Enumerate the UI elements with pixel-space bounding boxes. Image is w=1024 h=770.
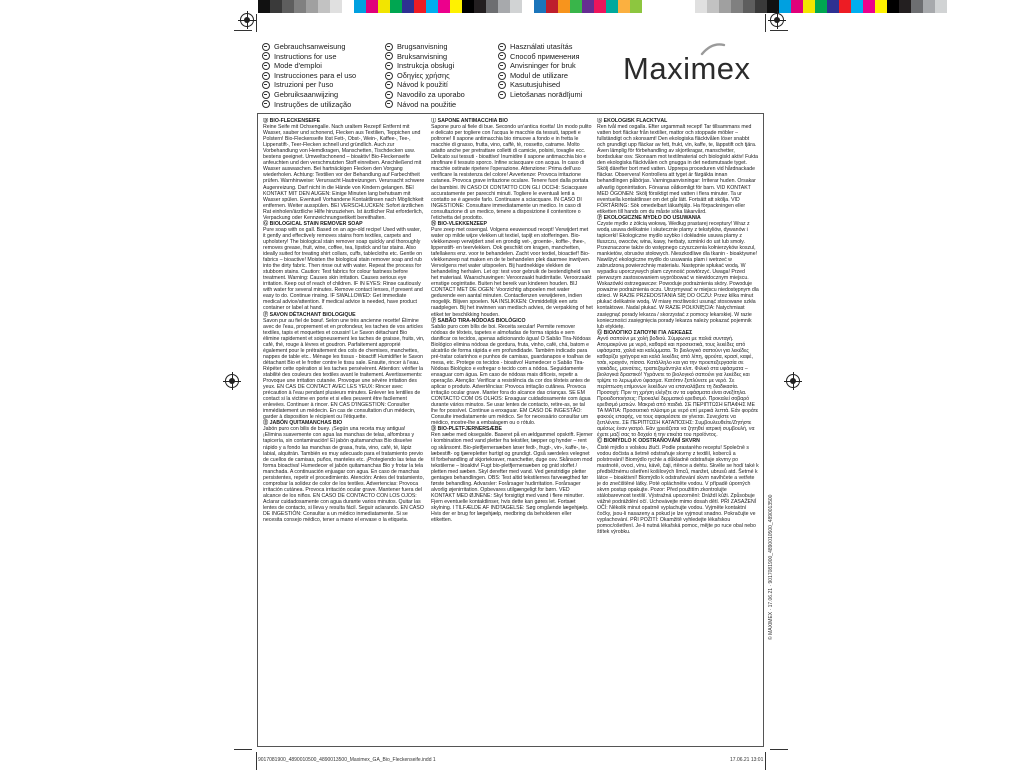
language-bullet-icon	[498, 52, 506, 60]
language-item	[498, 71, 582, 81]
color-swatch	[630, 0, 642, 13]
crop-mark-top-left-h	[234, 30, 252, 31]
color-swatch	[510, 0, 522, 13]
language-bullet-icon	[262, 72, 270, 80]
text-column-2	[431, 118, 593, 742]
file-slug: 9017081900_4890010500_4890013500_Maximex_GA_Bio_Fleckenseife.indd 1	[258, 757, 436, 763]
language-bullet-icon	[498, 91, 506, 99]
color-swatch	[534, 0, 546, 13]
registration-mark-top-left-icon	[240, 13, 254, 27]
language-bullet-icon	[385, 100, 393, 108]
language-item	[385, 42, 465, 52]
language-item	[385, 90, 465, 100]
color-swatch	[258, 0, 270, 13]
color-swatch	[887, 0, 899, 13]
language-label: Instructions for use	[274, 51, 337, 61]
color-swatch	[498, 0, 510, 13]
language-label: Gebruiksaanwijzing	[274, 89, 339, 99]
language-item	[262, 90, 356, 100]
color-swatch	[270, 0, 282, 13]
language-item	[385, 100, 465, 110]
registration-mark-right-icon	[786, 374, 800, 388]
language-bullet-icon	[498, 43, 506, 51]
language-bullet-icon	[498, 72, 506, 80]
color-swatch	[330, 0, 342, 13]
color-swatch	[402, 0, 414, 13]
language-label: Lietošanas norādījumi	[510, 89, 583, 99]
instruction-section	[263, 221, 425, 312]
language-item	[498, 90, 582, 100]
color-calibration-strip-right	[683, 0, 947, 13]
section-title: Ⓓ BIO-FLECKENSEIFE	[263, 118, 321, 124]
text-column-3	[597, 118, 759, 742]
crop-mark-bottom-right-h	[770, 749, 788, 750]
language-label: Способ применения	[510, 51, 580, 61]
color-swatch	[546, 0, 558, 13]
registration-mark-left-icon	[225, 374, 239, 388]
instruction-section	[597, 330, 759, 439]
color-swatch	[594, 0, 606, 13]
language-list-1	[262, 42, 356, 109]
language-label: Gebrauchsanweisung	[274, 42, 346, 51]
color-swatch	[899, 0, 911, 13]
crop-mark-top-right-v	[765, 14, 766, 32]
section-body: Αγνό σαπούνι με χολή βοδιού. Σύμφωνα με παλιά συνταγή. Απομακρύνει με νερό, καθαρά και προσεκτικά, τους λεκέδες από υφάσματα, χαλιά και καλύμματα. Το βιολογικό σαπούνι για λεκέδες καθαρίζει γρήγορα και καλά λεκέδες από λίπη, φρούτα, κρασί, καφέ, τσάι, κραγιόν, πίσσα. Κατάλληλο και για την προεπεξεργασία σε γιακάδες, μανσέτες, τραπεζομάντηλα κλπ. Φιλικό στα υφάσματα – βιολογικά δραστικό! Υγράνετε το βιολογικό σαπούνι για λεκέδες και τρίψτε το λερωμένο ύφασμα. Κατόπιν ξεπλύνετε με νερό. Σε περίπτωση επίμονων λεκέδων να επαναλάβετε τη διαδικασία. Προσοχή: Πριν τη χρήση ελέγξτε αν τα υφάσματα είναι ανεξίτηλα. Προειδοποιήσεις: Προκαλεί δερματικό ερεθισμό. Προκαλεί σοβαρό ερεθισμό ματιών. Μακριά από παιδιά. ΣΕ ΠΕΡΙΠΤΩΣΗ ΕΠΑΦΗΣ ΜΕ ΤΑ ΜΑΤΙΑ: Προσεκτικό πλύσιμο με νερό επί μερικά λεπτά. Εάν φοράτε φακούς επαφής, να τους αφαιρέσετε αν γίνεται. Συνεχίστε να ξεπλένετε. ΣΕ ΠΕΡΙΠΤΩΣΗ ΚΑΤΑΠΟΣΗΣ: Συμβουλευθείτε/Ζητήστε αμέσως έναν γιατρό. Εάν χρειάζεται να ζητηθεί ιατρική συμβουλή, να έχετε μαζί σας το δοχείο ή την ετικέτα του προϊόντος.	[597, 335, 759, 439]
language-bullet-icon	[385, 81, 393, 89]
language-item	[262, 52, 356, 62]
language-item	[262, 61, 356, 71]
text-column-1	[263, 118, 425, 742]
color-swatch	[438, 0, 450, 13]
language-list-3	[498, 42, 582, 100]
color-swatch	[306, 0, 318, 13]
instruction-section	[263, 312, 425, 421]
language-item	[498, 80, 582, 90]
crop-mark-bottom-right-v	[765, 752, 766, 770]
language-bullet-icon	[262, 52, 270, 60]
section-body: Sabão puro com bílis de boi. Receita secular! Permite remover nódoas de têxteis, tapetes e almofadas de forma rápida e sem danificar os tecidos, apenas adicionando água! O Sabão Tira-Nódoas Biológico elimina nódoas de gordura, fruta, vinho, café, chá, batom e alcatrão de forma rápida e em profundidade. Também indicado para pré-tratar colarinhos e punhos de camisas, guardanapos e toalhas de mesa, etc. Protege os tecidos - bioativo! Humedecer o Sabão Tira-Nódoas Biológico e esfregar o tecido com a nódoa. Seguidamente enxaguar com água. Em caso de nódoas mais difíceis, repetir a operação. Atenção: Verificar a resistência da cor dos têxteis antes de aplicar o produto. Advertências: Provoca irritação cutânea. Provoca irritação ocular grave. Manter fora do alcance das crianças. SE EM CONTACTO COM OS OLHOS: Enxaguar cuidadosamente com água durante vários minutos. Se usar lentes de contacto, retire-as, se tal lhe for possível. Continue a enxaguar. EM CASO DE INGESTÃO: Consulte imediatamente um médico. Se for necessário consultar um médico, mostre-lhe a embalagem ou o rótulo.	[431, 323, 591, 427]
crop-mark-bottom-left-v	[256, 752, 257, 770]
section-title: Ⓟ EKOLOGICZNE MYDŁO DO USUWANIA	[597, 214, 701, 221]
color-swatch	[683, 0, 695, 13]
section-title: Ⓒ BIOMÝDLO K ODSTRAŇOVÁNÍ SKVRN	[597, 438, 700, 445]
color-swatch	[606, 0, 618, 13]
language-label: Návod na použitie	[397, 99, 457, 109]
language-label: Használati utasítás	[510, 42, 573, 51]
language-item	[262, 80, 356, 90]
section-title: Ⓕ SAVON DÉTACHANT BIOLOGIQUE	[263, 311, 356, 318]
language-label: Modul de utilizare	[510, 70, 568, 80]
crop-mark-top-right-h	[770, 30, 788, 31]
color-swatch	[354, 0, 366, 13]
language-item	[498, 52, 582, 62]
color-swatch	[695, 0, 707, 13]
language-bullet-icon	[498, 62, 506, 70]
color-swatch	[707, 0, 719, 13]
color-swatch	[582, 0, 594, 13]
color-swatch	[863, 0, 875, 13]
section-title: Ⓖ BIOLOGICAL STAIN REMOVER SOAP	[263, 220, 363, 227]
language-label: Anvisninger for bruk	[510, 61, 576, 71]
section-body: Ren tvål med oxgalla. Efter urgammalt recept! Tar tillsammans med vatten bort fläckar från textilier, mattor och stoppade möbler – fullständigt och skonsamt! Den ekologiska fläcktvålen löser snabbt och grundligt upp fläckar av fett, frukt, vin, kaffe, te, läppstift och tjära. Även lämplig för förbehandling av skjortkragar, manschetter, bordsdukar osv. Skonsam mot textilmaterial och biologiskt aktiv! Fukta den ekologiska fläcktvålen och gnugga in det nedsmutsade tyget. Skölj därefter bort med vatten. Upprepa proceduren vid hårdnackade fläckar. Observera! Kontrollera att tyget är färgäkta innan behandlingen påbörjas. Varningsanvisningar: Irriterar huden. Orsakar allvarlig ögonirritation. Förvaras oåtkomligt för barn. VID KONTAKT MED ÖGONEN: Skölj försiktigt med vatten i flera minuter. Ta ur eventuella kontaktlinser om det går lätt. Fortsätt att skölja. VID FÖRTÄRING: Sök omedelbart läkarhjälp. Ha förpackningen eller etiketten till hands om du måste söka läkarvård.	[597, 124, 759, 215]
language-item	[498, 42, 582, 52]
color-swatch	[570, 0, 582, 13]
language-bullet-icon	[385, 52, 393, 60]
section-body: Jabón puro con bilis de buey. ¡Según una receta muy antigua! ¡Elimina suavemente con agua las manchas de telas, alfombras y tapicería, sin contaminación! El jabón quitamanchas Bio disuelve rápido y a fondo las manchas de grasa, fruta, vino, café, té, lápiz labial, alquitrán. También es muy adecuado para el tratamiento previo de cuellos de camisas, puños, manteles etc. ¡Protegiendo las telas de forma bioactiva! Humedecer el jabón quitamanchas Bio y frotar la tela manchada. A continuación enjuagar con agua. En caso de manchas persistentes, repetir el procedimiento. Atención: Antes del tratamiento, comprobar la solidez de color de los textiles. Advertencias: Provoca irritación cutánea. Provoca irritación ocular grave. Mantener fuera del alcance de los niños. EN CASO DE CONTACTO CON LOS OJOS: Aclarar cuidadosamente con agua durante varios minutos. Quitar las lentes de contacto, si lleva y resulta fácil. Seguir aclarando. EN CASO DE INGESTIÓN: Consultar a un médico inmediatamente. Si se necesita consejo médico, tener a mano el envase o la etiqueta.	[263, 426, 424, 524]
language-bullet-icon	[262, 43, 270, 51]
language-bullet-icon	[385, 72, 393, 80]
language-label: Οδηγίες χρήσης	[397, 70, 450, 80]
color-swatch	[462, 0, 474, 13]
language-item	[262, 100, 356, 110]
vertical-imprint: © MAXIMEX · 17.06.21 · 9017081900_4890010500_4890013500	[768, 494, 774, 640]
color-swatch	[731, 0, 743, 13]
language-bullet-icon	[262, 91, 270, 99]
color-swatch	[839, 0, 851, 13]
color-swatch	[618, 0, 630, 13]
color-swatch	[779, 0, 791, 13]
color-swatch	[282, 0, 294, 13]
instruction-section	[431, 221, 593, 318]
color-swatch	[815, 0, 827, 13]
language-bullet-icon	[262, 81, 270, 89]
instruction-section	[263, 420, 425, 523]
color-swatch	[450, 0, 462, 13]
section-title: Ⓟ SABÃO TIRA-NÓDOAS BIOLÓGICO	[431, 317, 526, 324]
instruction-section	[597, 118, 759, 215]
section-title: Ⓓ BIO-PLETFJERNERSÆBE	[431, 426, 502, 433]
language-bullet-icon	[385, 62, 393, 70]
language-item	[385, 71, 465, 81]
section-body: Czyste mydło z żółcią wołową. Według prastarej receptury! Wraz z wodą usuwa delikatnie i skutecznie plamy z tekstyliów, dywanów i tapicerki! Ekologiczne mydło szybko i dokładnie usuwa plamy z tłuszczu, owoców, wina, kawy, herbaty, szminki do ust lub smoły. Przeznaczone także do wstępnego czyszczenia kołnierzyków koszul, mankietów, obrusów stołowych. Nieszkodliwe dla tkanin - bioaktywne! Nawilżyć ekologiczne mydło do usuwania plam i wetrzeć w zabrudzoną powierzchnię materiału. Następnie spłukać wodą. W wypadku uporczywych plam czynność powtórzyć. Uwaga! Przed pierwszym zastosowaniem wypróbować w niewidocznym miejscu. Wskazówki ostrzegawcze: Powoduje podrażnienia skóry. Powoduje poważne podrażnienia oczu. Utrzymywać w miejscu niedostępnym dla dzieci. W RAZIE PRZEDOSTANIA SIĘ DO OCZU: Przez kilka minut płukać delikatnie wodą. W miarę możliwości usunąć stosowane szkła kontaktowe. Nadal płukać. W RAZIE POŁKNIĘCIA: Natychmiast zasięgnąć porady lekarza / skorzystać z pomocy lekarskiej. W razie konieczności zasięgnięcia porady lekarza należy pokazać pojemnik lub etykietę.	[597, 220, 759, 330]
section-title: Ⓖ ΒΙΟΛΟΓΙΚΟ ΣΑΠΟΥΝΙ ΓΙΑ ΛΕΚΕΔΕΣ	[597, 329, 693, 336]
language-label: Istruzioni per l'uso	[274, 80, 334, 90]
color-swatch	[522, 0, 534, 13]
section-body: Savon pur au fiel de bœuf. Selon une très ancienne recette! Élimine avec de l'eau, proprement et en profondeur, les taches de vos articles textiles, tapis et moquettes et coussin! Le Savon détachant Bio élimine rapidement et soigneusement les taches de graisse, fruits, vin, café, thé, rouge à lèvres et goudron. Parfaitement approprié également pour le prétraitement des cols de chemises, manchettes, nappes de table etc.. Ménage les tissus - bioactif! Humidifier le Savon détachant Bio et le frotter contre le tissu sale. Ensuite, rincer à l'eau. Répéter cette opération si les taches persévèrent. Attention: vérifier la stabilité des couleurs des textiles avant le traitement. Avertissements: Provoque une irritation cutanée. Provoque une sévère irritation des yeux. EN CAS DE CONTACT AVEC LES YEUX: Rincer avec précaution à l'eau pendant plusieurs minutes. Enlever les lentilles de contact si la victime en porte et si elles peuvent être facilement enlevées. Continuer à rincer. EN CAS D'INGESTION: Consulter immédiatement un médecin. En cas de consultation d'un médecin, garder à disposition le récipient ou l'étiquette.	[263, 317, 425, 421]
instruction-section	[431, 318, 593, 427]
color-swatch	[378, 0, 390, 13]
language-label: Návod k použití	[397, 80, 448, 90]
section-title: Ⓢ EKOLOGISK FLÄCKTVÅL	[597, 118, 668, 124]
language-item	[262, 71, 356, 81]
language-item	[498, 61, 582, 71]
language-bullet-icon	[262, 62, 270, 70]
language-label: Kasutusjuhised	[510, 80, 561, 90]
language-bullet-icon	[498, 81, 506, 89]
color-swatch	[318, 0, 330, 13]
instruction-section	[431, 426, 593, 523]
color-swatch	[923, 0, 935, 13]
color-swatch	[558, 0, 570, 13]
color-swatch	[743, 0, 755, 13]
language-bullet-icon	[385, 43, 393, 51]
section-body: Ren sæbe med oksegalde. Baseret på en ældgammel opskrift. Fjerner i kombination med vand pletter fra tekstiler, tæpper og hynder – rent og skånsomt. Bio-pletfjernersæben løser fedt-, frugt-, vin-, kaffe-, te-, læbestift- og tjærepletter hurtigt og grundigt. Også særdeles velegnet til forbehandling af skjortekraver, manchetter, duge osv. Skånsom mod tekstilerne – bioaktiv! Fugt bio-pletfjernersæben og gnid stoffet / pletten med sæben. Skyl derefter med vand. Ved genstridige pletter gentages behandlingen. OBS: Test altid tekstilernes farveægthed før første behandling. Advarsler: Forårsager hudirritation. Forårsager alvorlig øjenirritation. Opbevares utilgængeligt for børn. VED KONTAKT MED ØJNENE: Skyl forsigtigt med vand i flere minutter. Fjern eventuelle kontaktlinser, hvis dette kan gøres let. Fortsæt skylning. I TILFÆLDE AF INDTAGELSE: Søg omgående lægehjælp. Hvis der er brug for lægehjælp, medbring da beholderen eller etiketten.	[431, 432, 593, 524]
section-body: Pure soap with ox gall. Based on an age-old recipe! Used with water, it gently and effectively removes stains from textiles, carpets and upholstery! The biological stain remover soap quickly and thoroughly removes grease, fruit, wine, coffee, tea, lipstick and tar stains. Also ideally suited for treating shirt collars, cuffs, tablecloths etc. Gentle on fabrics – bioactive! Moisten the biological stain remover soap and rub into the dirty fabric. Then rinse out with water. Repeat the process for stubborn stains. Caution: Test fabrics for colour fastness before treatment. Warning: Causes skin irritation. Causes serious eye irritation. Keep out of reach of children. IF IN EYES: Rinse cautiously with water for several minutes. Remove contact lenses, if present and easy to do. Continue rinsing. IF SWALLOWED: Get immediate medical advice/attention. If medical advice is needed, have product container or label at hand.	[263, 226, 423, 312]
color-swatch	[935, 0, 947, 13]
color-swatch	[366, 0, 378, 13]
registration-mark-top-right-icon	[770, 13, 784, 27]
language-label: Instrucciones para el uso	[274, 70, 357, 80]
language-item	[262, 42, 356, 52]
color-swatch	[803, 0, 815, 13]
language-bullet-icon	[385, 91, 393, 99]
instruction-section	[263, 118, 425, 221]
language-label: Navodilo za uporabo	[397, 89, 465, 99]
section-body: Čisté mýdlo s volskou žlučí. Podle prastarého receptu! Společně s vodou dočista a šetrně odstraňuje skvrny z textilií, koberců a polstrování! Biomýdlo rychle a důkladně odstraňuje skvrny po mastnotě, ovoci, vínu, kávě, čaji, rtěnce a dehtu. Skvěle se hodí také k předběžnému ošetření košilových límců, manžet, ubrusů atd. Šetrné k látce – bioaktivní! Biomýdlo k odstraňování skvrn navlhčete a vetřete je do znečištěné látky. Poté opláchněte vodou. V případě úporných skvrn postup opakujte. Pozor: Před použitím zkontrolujte stálobarevnost textilií. Výstražná upozornění: Dráždí kůži. Způsobuje vážné podráždění očí. Uchovávejte mimo dosah dětí. PŘI ZASAŽENÍ OČÍ: Několik minut opatrně vyplachujte vodou. Vyjměte kontaktní čočky, jsou-li nasazeny a pokud je lze vyjmout snadno. Pokračujte ve vyplachování. PŘI POŽITÍ: Okamžitě vyhledejte lékařskou pomoc/ošetření. Je-li nutná lékařská pomoc, mějte po ruce obal nebo štítek výrobku.	[597, 444, 759, 536]
print-timestamp: 17.06.21 13:01	[730, 757, 764, 763]
language-item	[385, 61, 465, 71]
color-swatch	[827, 0, 839, 13]
section-body: Sapone puro al fiele di bue. Secondo un'antica ricetta! Un modo pulito e delicato per togliere con l'acqua le macchie da tessuti, tappeti e poltrone! Il sapone antimacchia bio rimuove a fondo e in fretta le macchie di grasso, frutta, vino, caffè, tè, rossetto, catrame. Molto adatto anche per pretrattare colletti di camicie, polsini, tovaglie ecc. Delicato sui tessuti - bioattivo! Inumidire il sapone antimacchia bio e strofinare il tessuto sporco. Infine sciacquare con acqua. In caso di macchie ostinate ripetere l'operazione. Attenzione: Prima dell'uso verificare la resistenza del colore! Avvertenze: Provoca irritazione cutanea. Provoca grave irritazione oculare. Tenere fuori dalla portata dei bambini. IN CASO DI CONTATTO CON GLI OCCHI: Sciacquare accuratamente per parecchi minuti. Togliere le eventuali lenti a contatto se è agevole farlo. Continuare a sciacquare. IN CASO DI INGESTIONE: Consultare immediatamente un medico. In caso di consultazione di un medico, tenere a disposizione il contenitore o l'etichetta del prodotto.	[431, 124, 592, 221]
color-swatch	[390, 0, 402, 13]
language-item	[385, 52, 465, 62]
color-swatch	[875, 0, 887, 13]
brand-logo: Maximex	[623, 51, 751, 86]
language-label: Mode d'emploi	[274, 61, 322, 71]
color-swatch	[414, 0, 426, 13]
color-swatch	[342, 0, 354, 13]
crop-mark-bottom-left-h	[234, 749, 252, 750]
language-label: Instrukcja obsługi	[397, 61, 455, 71]
language-list-2	[385, 42, 465, 109]
color-swatch	[486, 0, 498, 13]
section-title: Ⓔ JABÓN QUITAMANCHAS BIO	[263, 420, 343, 427]
crop-mark-top-left-v	[256, 14, 257, 32]
instruction-section	[597, 438, 759, 535]
section-title: Ⓝ BIO-VLEKKENZEEP	[431, 220, 487, 227]
section-body: Reine Seife mit Ochsengalle. Nach uraltem Rezept! Entfernt mit Wasser, sauber und schonend, Flecken aus Textilien, Teppichen und Polstern! Bio-Fleckenseife löst Fett-, Obst-, Wein-, Kaffee-, Tee-, Lippenstift-, Teer-Flecken schnell und gründlich. Auch zur Vorbehandlung von Hemdkragen, Manschetten, Tischdecken usw. bestens geeignet. Umweltschonend – bioaktiv! Bio-Fleckenseife anfeuchten und den verschmutzten Stoff einreiben. Anschließend mit Wasser auswaschen. Bei hartnäckigen Flecken den Vorgang wiederholen. Achtung: Textilien vor der Behandlung auf Farbechtheit prüfen. Warnhinweise: Verursacht Hautreizungen. Verursacht schwere Augenreizung. Darf nicht in die Hände von Kindern gelangen. BEI KONTAKT MIT DEN AUGEN: Einige Minuten lang behutsam mit Wasser spülen. Eventuell Vorhandene Kontaktlinsen nach Möglichkeit entfernen. Weiter ausspülen. BEI VERSCHLUCKEN: Sofort ärztlichen Rat einholen/ärztliche Hilfe hinzuziehen. Ist ärztlicher Rat erforderlich, Verpackung oder Kennzeichnungsetikett bereithalten.	[263, 124, 425, 221]
color-calibration-strip-left	[258, 0, 642, 13]
language-bullet-icon	[262, 100, 270, 108]
color-swatch	[851, 0, 863, 13]
color-swatch	[426, 0, 438, 13]
language-label: Instruções de utilização	[274, 99, 352, 109]
color-swatch	[719, 0, 731, 13]
section-body: Pure zeep met ossengal. Volgens eeuwenoud recept! Verwijdert met water op milde wijze vlekken uit textiel, tapijt en stofferingen. Bio-vlekkenzeep verwijdert snel en grondig vet-, groente-, koffie-, thee-, lippenstift- en teervlekken. Ook geschikt om kragen, manchetten, tafellakens enz. voor te behandelen. Zacht voor textiel, bioactief! Bio-vlekkenzeep nat maken en de te behandelen plek daarmee inwrijven. Vervolgens met water uitspoelen. Bij hardnekkige vlekken de behandeling herhalen. Let op: test voor gebruik de bestendigheid van het materiaal. Waarschuwingen: Veroorzaakt huidirritatie. Veroorzaakt ernstige oogirritatie. Buiten het bereik van kinderen houden. BIJ CONTACT MET DE OGEN: Voorzichtig afspoelen met water gedurende een aantal minuten. Contactlenzen verwijderen, indien mogelijk. Blijven spoelen. NA INSLIKKEN: Onmiddellijk een arts raadplegen. Bij het inwinnen van medisch advies, de verpakking of het etiket ter beschikking houden.	[431, 226, 593, 318]
section-title: Ⓘ SAPONE ANTIMACCHIA BIO	[431, 118, 508, 124]
color-swatch	[755, 0, 767, 13]
language-label: Bruksanvisning	[397, 51, 448, 61]
color-swatch	[474, 0, 486, 13]
color-swatch	[294, 0, 306, 13]
color-swatch	[911, 0, 923, 13]
instruction-section	[431, 118, 593, 221]
language-item	[385, 80, 465, 90]
color-swatch	[791, 0, 803, 13]
instruction-section	[597, 215, 759, 330]
language-label: Brugsanvisning	[397, 42, 448, 51]
